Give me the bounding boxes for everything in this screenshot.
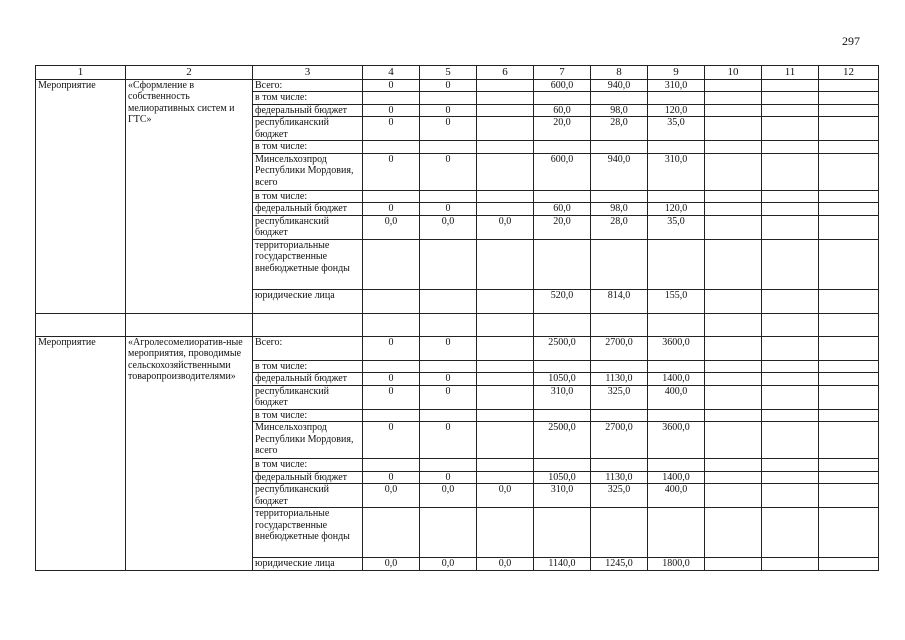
value-cell <box>648 92 705 105</box>
value-cell <box>477 79 534 92</box>
value-cell <box>477 459 534 472</box>
value-cell <box>420 508 477 558</box>
value-cell: 1130,0 <box>591 471 648 484</box>
value-cell <box>591 190 648 203</box>
value-cell: 940,0 <box>591 79 648 92</box>
funding-source-cell: юридические лица <box>253 289 363 313</box>
value-cell <box>363 409 420 422</box>
value-cell: 0,0 <box>363 484 420 508</box>
value-cell <box>819 104 879 117</box>
value-cell <box>477 190 534 203</box>
value-cell <box>705 459 762 472</box>
value-cell <box>762 289 819 313</box>
budget-table <box>35 65 879 571</box>
value-cell: 0,0 <box>477 484 534 508</box>
funding-source-cell: территориальные государственные внебюджетные фонды <box>253 239 363 289</box>
value-cell <box>819 385 879 409</box>
value-cell: 1050,0 <box>534 471 591 484</box>
value-cell <box>705 153 762 190</box>
value-cell: 1140,0 <box>534 558 591 571</box>
value-cell <box>762 203 819 216</box>
value-cell: 0,0 <box>363 215 420 239</box>
value-cell <box>819 558 879 571</box>
value-cell <box>705 92 762 105</box>
value-cell <box>819 484 879 508</box>
value-cell <box>705 471 762 484</box>
value-cell <box>420 459 477 472</box>
value-cell: 310,0 <box>534 484 591 508</box>
spacer-cell <box>420 313 477 336</box>
value-cell <box>705 373 762 386</box>
value-cell <box>477 117 534 141</box>
column-number-6: 6 <box>477 66 534 80</box>
value-cell: 120,0 <box>648 203 705 216</box>
spacer-cell <box>648 313 705 336</box>
spacer-cell <box>36 313 126 336</box>
value-cell <box>762 104 819 117</box>
value-cell <box>819 190 879 203</box>
value-cell: 0,0 <box>477 215 534 239</box>
value-cell: 0 <box>420 79 477 92</box>
value-cell <box>762 373 819 386</box>
value-cell: 400,0 <box>648 385 705 409</box>
value-cell: 0,0 <box>420 215 477 239</box>
value-cell: 0 <box>363 385 420 409</box>
value-cell <box>819 336 879 360</box>
column-number-1: 1 <box>36 66 126 80</box>
column-number-8: 8 <box>591 66 648 80</box>
column-number-row <box>36 66 879 80</box>
funding-source-cell: в том числе: <box>253 360 363 373</box>
value-cell <box>762 336 819 360</box>
value-cell <box>762 239 819 289</box>
value-cell <box>705 385 762 409</box>
column-number-4: 4 <box>363 66 420 80</box>
value-cell <box>819 141 879 154</box>
value-cell <box>819 203 879 216</box>
funding-source-cell: территориальные государственные внебюджетные фонды <box>253 508 363 558</box>
value-cell <box>420 190 477 203</box>
value-cell <box>705 508 762 558</box>
funding-source-cell: республиканский бюджет <box>253 117 363 141</box>
spacer-cell <box>477 313 534 336</box>
value-cell <box>762 117 819 141</box>
value-cell: 310,0 <box>648 79 705 92</box>
measure-name-cell: «Сформление в собственность мелиоративных систем и ГТС» <box>126 79 253 313</box>
value-cell: 310,0 <box>648 153 705 190</box>
value-cell <box>534 190 591 203</box>
value-cell <box>534 409 591 422</box>
value-cell <box>591 92 648 105</box>
value-cell: 0 <box>420 471 477 484</box>
value-cell: 520,0 <box>534 289 591 313</box>
value-cell: 0 <box>363 153 420 190</box>
value-cell <box>591 409 648 422</box>
value-cell <box>705 104 762 117</box>
value-cell <box>477 153 534 190</box>
value-cell: 325,0 <box>591 484 648 508</box>
value-cell: 28,0 <box>591 117 648 141</box>
value-cell: 0 <box>363 373 420 386</box>
value-cell <box>591 459 648 472</box>
value-cell: 2700,0 <box>591 336 648 360</box>
value-cell <box>591 141 648 154</box>
page-number: 297 <box>842 34 860 48</box>
value-cell: 1245,0 <box>591 558 648 571</box>
value-cell <box>705 215 762 239</box>
value-cell <box>477 141 534 154</box>
value-cell <box>705 117 762 141</box>
value-cell <box>762 422 819 459</box>
value-cell <box>705 409 762 422</box>
value-cell <box>762 459 819 472</box>
value-cell <box>363 239 420 289</box>
value-cell <box>363 289 420 313</box>
value-cell <box>534 141 591 154</box>
value-cell <box>363 360 420 373</box>
value-cell <box>363 459 420 472</box>
measure-type-cell: Мероприятие <box>36 336 126 570</box>
value-cell: 20,0 <box>534 117 591 141</box>
value-cell <box>705 289 762 313</box>
spacer-cell <box>591 313 648 336</box>
spacer-cell <box>762 313 819 336</box>
funding-source-cell: республиканский бюджет <box>253 385 363 409</box>
funding-source-cell: в том числе: <box>253 92 363 105</box>
funding-source-cell: республиканский бюджет <box>253 484 363 508</box>
value-cell: 0 <box>363 422 420 459</box>
value-cell <box>420 239 477 289</box>
value-cell <box>762 508 819 558</box>
value-cell: 1800,0 <box>648 558 705 571</box>
value-cell: 0 <box>420 336 477 360</box>
value-cell <box>819 422 879 459</box>
value-cell: 98,0 <box>591 104 648 117</box>
value-cell <box>591 239 648 289</box>
value-cell: 0 <box>363 104 420 117</box>
value-cell <box>477 336 534 360</box>
value-cell <box>477 104 534 117</box>
column-number-2: 2 <box>126 66 253 80</box>
value-cell: 2500,0 <box>534 422 591 459</box>
value-cell <box>477 409 534 422</box>
value-cell: 0 <box>420 117 477 141</box>
value-cell <box>762 385 819 409</box>
value-cell <box>648 459 705 472</box>
value-cell <box>762 360 819 373</box>
value-cell <box>534 239 591 289</box>
value-cell <box>648 508 705 558</box>
value-cell: 940,0 <box>591 153 648 190</box>
value-cell: 0 <box>363 471 420 484</box>
value-cell: 0 <box>420 153 477 190</box>
value-cell <box>420 289 477 313</box>
value-cell <box>705 141 762 154</box>
funding-source-cell: федеральный бюджет <box>253 104 363 117</box>
value-cell: 0,0 <box>420 484 477 508</box>
funding-source-cell: Минсельхозпрод Республики Мордовия, всего <box>253 422 363 459</box>
value-cell <box>648 360 705 373</box>
column-number-11: 11 <box>762 66 819 80</box>
value-cell <box>534 92 591 105</box>
value-cell: 0 <box>363 336 420 360</box>
funding-source-cell: Минсельхозпрод Республики Мордовия, всего <box>253 153 363 190</box>
value-cell <box>819 289 879 313</box>
spacer-cell <box>534 313 591 336</box>
value-cell <box>363 141 420 154</box>
value-cell <box>762 141 819 154</box>
value-cell <box>819 360 879 373</box>
value-cell: 400,0 <box>648 484 705 508</box>
column-number-12: 12 <box>819 66 879 80</box>
value-cell <box>819 239 879 289</box>
value-cell <box>477 508 534 558</box>
value-cell <box>477 92 534 105</box>
block-spacer-row <box>36 313 879 336</box>
column-number-10: 10 <box>705 66 762 80</box>
value-cell <box>534 459 591 472</box>
spacer-cell <box>705 313 762 336</box>
value-cell <box>705 336 762 360</box>
value-cell <box>762 153 819 190</box>
funding-source-cell: республиканский бюджет <box>253 215 363 239</box>
table-body <box>36 66 879 571</box>
value-cell: 28,0 <box>591 215 648 239</box>
value-cell: 60,0 <box>534 203 591 216</box>
value-cell: 0,0 <box>420 558 477 571</box>
value-cell <box>705 422 762 459</box>
value-cell: 2700,0 <box>591 422 648 459</box>
value-cell <box>705 190 762 203</box>
value-cell: 0 <box>363 203 420 216</box>
value-cell <box>762 409 819 422</box>
funding-source-cell: федеральный бюджет <box>253 373 363 386</box>
value-cell: 600,0 <box>534 79 591 92</box>
value-cell <box>819 153 879 190</box>
value-cell <box>363 508 420 558</box>
value-cell <box>762 92 819 105</box>
value-cell <box>819 471 879 484</box>
value-cell <box>420 92 477 105</box>
value-cell: 98,0 <box>591 203 648 216</box>
value-cell <box>819 92 879 105</box>
value-cell <box>363 190 420 203</box>
spacer-cell <box>363 313 420 336</box>
value-cell <box>420 141 477 154</box>
value-cell: 0 <box>420 422 477 459</box>
value-cell: 155,0 <box>648 289 705 313</box>
value-cell: 0,0 <box>477 558 534 571</box>
value-cell: 600,0 <box>534 153 591 190</box>
value-cell: 3600,0 <box>648 422 705 459</box>
column-number-5: 5 <box>420 66 477 80</box>
value-cell <box>819 373 879 386</box>
value-cell <box>477 360 534 373</box>
value-cell <box>477 373 534 386</box>
funding-source-cell: Всего: <box>253 79 363 92</box>
spacer-cell <box>253 313 363 336</box>
value-cell <box>705 484 762 508</box>
value-cell <box>591 508 648 558</box>
value-cell: 1400,0 <box>648 373 705 386</box>
value-cell <box>762 558 819 571</box>
measure-type-cell: Мероприятие <box>36 79 126 313</box>
value-cell: 0 <box>420 385 477 409</box>
measure-name-cell: «Агролесомелиоратив-ные мероприятия, проводимые сельскохозяйственными товаропроизводителями» <box>126 336 253 570</box>
value-cell <box>819 459 879 472</box>
column-number-3: 3 <box>253 66 363 80</box>
value-cell: 814,0 <box>591 289 648 313</box>
value-cell <box>477 203 534 216</box>
value-cell <box>819 409 879 422</box>
value-cell <box>705 558 762 571</box>
value-cell <box>819 215 879 239</box>
value-cell <box>648 141 705 154</box>
funding-source-cell: федеральный бюджет <box>253 203 363 216</box>
value-cell <box>363 92 420 105</box>
value-cell <box>705 360 762 373</box>
value-cell <box>762 484 819 508</box>
value-cell <box>648 190 705 203</box>
value-cell: 2500,0 <box>534 336 591 360</box>
funding-source-cell: в том числе: <box>253 409 363 422</box>
value-cell <box>477 385 534 409</box>
value-cell <box>534 360 591 373</box>
value-cell <box>420 360 477 373</box>
value-cell: 1400,0 <box>648 471 705 484</box>
value-cell <box>534 508 591 558</box>
value-cell <box>648 239 705 289</box>
spacer-cell <box>126 313 253 336</box>
value-cell <box>819 508 879 558</box>
value-cell: 0 <box>363 79 420 92</box>
value-cell <box>477 239 534 289</box>
value-cell <box>477 422 534 459</box>
value-cell: 0,0 <box>363 558 420 571</box>
value-cell: 0 <box>420 373 477 386</box>
value-cell <box>819 117 879 141</box>
value-cell <box>705 79 762 92</box>
value-cell <box>477 471 534 484</box>
table-row <box>36 336 879 360</box>
value-cell: 35,0 <box>648 215 705 239</box>
value-cell <box>591 360 648 373</box>
value-cell <box>762 471 819 484</box>
value-cell: 0 <box>420 203 477 216</box>
value-cell: 60,0 <box>534 104 591 117</box>
value-cell: 3600,0 <box>648 336 705 360</box>
funding-source-cell: юридические лица <box>253 558 363 571</box>
value-cell: 35,0 <box>648 117 705 141</box>
value-cell: 0 <box>363 117 420 141</box>
funding-source-cell: в том числе: <box>253 459 363 472</box>
value-cell <box>477 289 534 313</box>
funding-source-cell: Всего: <box>253 336 363 360</box>
value-cell <box>705 203 762 216</box>
value-cell: 325,0 <box>591 385 648 409</box>
value-cell: 310,0 <box>534 385 591 409</box>
value-cell: 120,0 <box>648 104 705 117</box>
value-cell <box>762 79 819 92</box>
spacer-cell <box>819 313 879 336</box>
funding-source-cell: в том числе: <box>253 190 363 203</box>
table-row <box>36 79 879 92</box>
value-cell <box>762 190 819 203</box>
value-cell <box>420 409 477 422</box>
value-cell: 1050,0 <box>534 373 591 386</box>
value-cell: 0 <box>420 104 477 117</box>
value-cell <box>705 239 762 289</box>
funding-source-cell: в том числе: <box>253 141 363 154</box>
column-number-7: 7 <box>534 66 591 80</box>
value-cell <box>819 79 879 92</box>
value-cell <box>648 409 705 422</box>
value-cell <box>762 215 819 239</box>
value-cell: 20,0 <box>534 215 591 239</box>
funding-source-cell: федеральный бюджет <box>253 471 363 484</box>
column-number-9: 9 <box>648 66 705 80</box>
value-cell: 1130,0 <box>591 373 648 386</box>
